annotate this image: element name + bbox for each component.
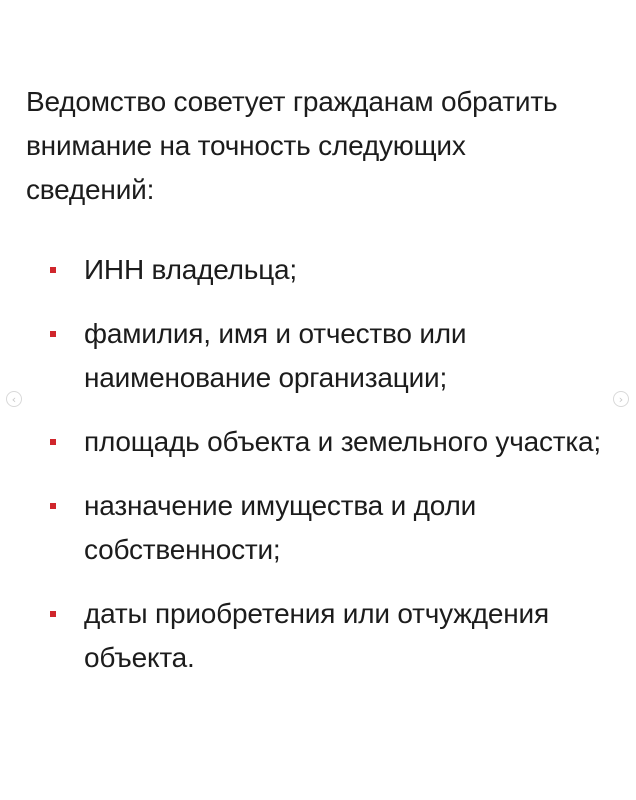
bullet-square-icon [50,503,56,509]
info-list [50,248,616,700]
list-item-text: назначение имущества и доли собственности; [84,490,477,565]
list-item [50,484,616,572]
list-item [50,592,616,680]
list-item [50,312,616,400]
list-item-text: даты приобретения или отчуждения объекта. [84,598,549,673]
list-item-text: ИНН владельца; [84,254,297,285]
list-item-text: площадь объекта и земельного участка; [84,426,601,457]
bullet-square-icon [50,611,56,617]
bullet-square-icon [50,267,56,273]
chevron-left-icon: ‹ [11,393,17,406]
bullet-square-icon [50,331,56,337]
chevron-right-icon: › [618,393,624,406]
carousel-next-button[interactable] [613,391,629,407]
bullet-square-icon [50,439,56,445]
intro-paragraph: Ведомство советует гражданам обратить внимание на точность следующих сведений: [26,86,558,205]
carousel-prev-button[interactable] [6,391,22,407]
list-item [50,248,616,292]
list-item-text: фамилия, имя и отчество или наименование организации; [84,318,467,393]
list-item [50,420,616,464]
